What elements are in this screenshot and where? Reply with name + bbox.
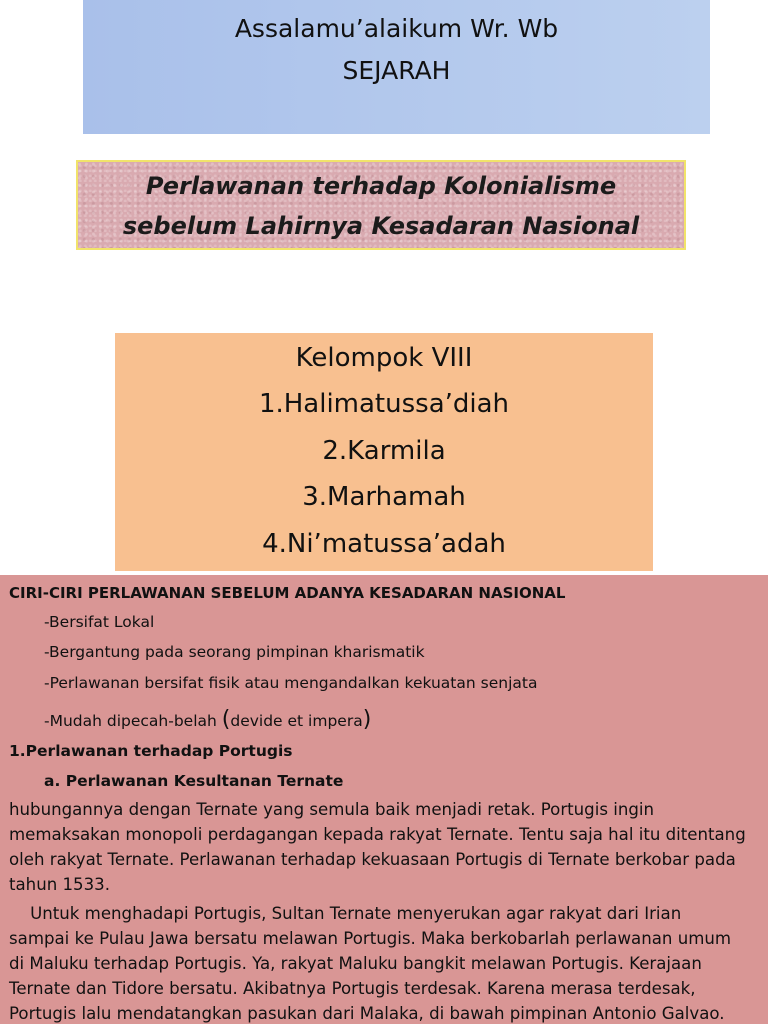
paragraph-line: Untuk menghadapi Portugis, Sultan Ternate menyerukan agar rakyat dari Irian — [9, 904, 682, 923]
paragraph-line: di Maluku terhadap Portugis. Ya, rakyat Maluku bangkit melawan Portugis. Kerajaan — [9, 954, 702, 973]
content-panel — [0, 575, 768, 1024]
member-item: 2.Karmila — [322, 436, 446, 466]
subject-text: SEJARAH — [342, 56, 451, 85]
trait-last-close-paren: ) — [362, 707, 372, 732]
trait-item-last — [44, 707, 371, 732]
member-item: 3.Marhamah — [302, 482, 466, 512]
section-title: 1.Perlawanan terhadap Portugis — [9, 742, 293, 760]
greeting-text: Assalamu’alaikum Wr. Wb — [234, 14, 559, 43]
topic-line-1: Perlawanan terhadap Kolonialisme — [145, 172, 617, 200]
trait-item: -Bersifat Lokal — [44, 613, 155, 631]
trait-item: -Bergantung pada seorang pimpinan kharismatik — [44, 643, 425, 661]
member-item: 4.Ni’matussa’adah — [262, 529, 506, 559]
trait-last-inner: devide et impera — [230, 712, 363, 730]
group-members-box — [115, 333, 653, 571]
member-item: 1.Halimatussa’diah — [258, 389, 510, 419]
topic-line-2: sebelum Lahirnya Kesadaran Nasional — [122, 212, 640, 240]
trait-item: -Perlawanan bersifat fisik atau mengandalkan kekuatan senjata — [44, 674, 538, 692]
paragraph-line: oleh rakyat Ternate. Perlawanan terhadap kekuasaan Portugis di Ternate berkobar pada — [9, 850, 736, 869]
paragraph-line: sampai ke Pulau Jawa bersatu melawan Portugis. Maka berkobarlah perlawanan umum — [9, 929, 732, 948]
paragraph-line: hubungannya dengan Ternate yang semula baik menjadi retak. Portugis ingin — [9, 800, 655, 819]
paragraph-line: memaksakan monopoli perdagangan kepada rakyat Ternate. Tentu saja hal itu ditentang — [9, 825, 746, 844]
subsection-title: a. Perlawanan Kesultanan Ternate — [44, 772, 344, 790]
group-title: Kelompok VIII — [295, 343, 473, 373]
topic-banner — [76, 160, 686, 250]
paragraph-line: tahun 1533. — [9, 875, 111, 894]
characteristics-heading: CIRI-CIRI PERLAWANAN SEBELUM ADANYA KESADARAN NASIONAL — [9, 584, 566, 602]
paragraph-line: Portugis lalu mendatangkan pasukan dari Malaka, di bawah pimpinan Antonio Galvao. — [9, 1004, 725, 1023]
paragraph-line: Ternate dan Tidore bersatu. Akibatnya Portugis terdesak. Karena merasa terdesak, — [9, 979, 696, 998]
title-banner — [83, 0, 710, 134]
trait-last-prefix: -Mudah dipecah-belah — [44, 712, 222, 730]
trait-last-open-paren: ( — [221, 707, 231, 732]
